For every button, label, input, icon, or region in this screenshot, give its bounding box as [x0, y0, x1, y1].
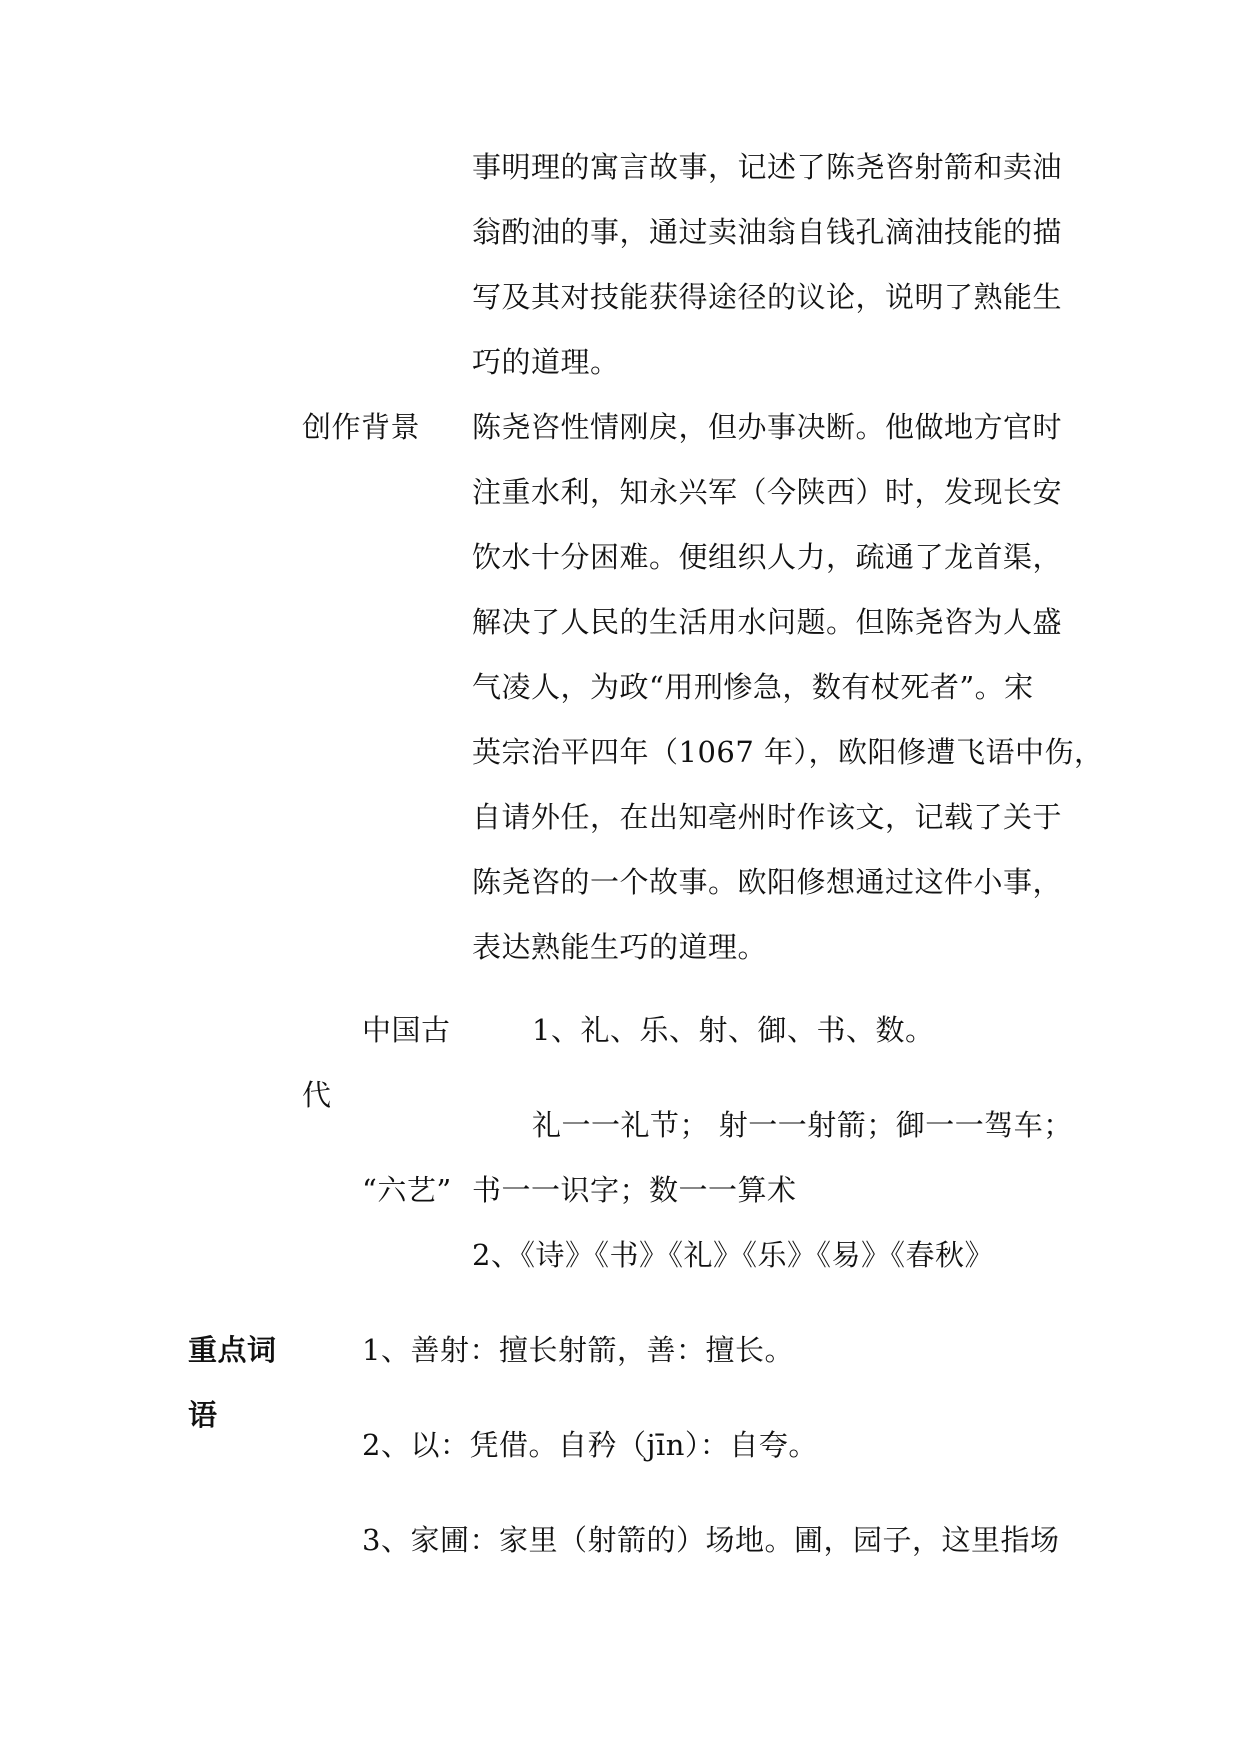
background-line-6: 英宗治平四年（1067 年），欧阳修遭飞语中伤， — [472, 735, 1104, 769]
background-line-7: 自请外任，在出知亳州时作该文，记载了关于 — [472, 800, 1063, 834]
background-line-1: 陈尧咨性情刚戾，但办事决断。他做地方官时 — [472, 410, 1063, 444]
summary-line-2: 翁酌油的事，通过卖油翁自钱孔滴油技能的描 — [472, 215, 1063, 249]
key-word-item-3: 3、家圃：家里（射箭的）场地。圃，园子，这里指场 — [362, 1523, 1060, 1557]
background-line-9: 表达熟能生巧的道理。 — [472, 930, 768, 964]
background-line-8: 陈尧咨的一个故事。欧阳修想通过这件小事， — [472, 865, 1063, 899]
six-arts-label-part1: 中国古 — [362, 1013, 451, 1047]
background-label: 创作背景 — [302, 410, 421, 444]
six-arts-item-2: 2、《诗》《书》《礼》《乐》《易》《春秋》 — [472, 1238, 994, 1272]
key-word-item-2: 2、以：凭借。自矜（jīn）：自夸。 — [362, 1428, 818, 1462]
six-arts-item-1-detail-b: 书一一识字；数一一算术 — [472, 1173, 797, 1207]
summary-line-3: 写及其对技能获得途径的议论，说明了熟能生 — [472, 280, 1063, 314]
summary-line-1: 事明理的寓言故事，记述了陈尧咨射箭和卖油 — [472, 150, 1063, 184]
key-words-label-part2: 语 — [188, 1398, 218, 1432]
key-word-item-1: 1、善射：擅长射箭，善：擅长。 — [362, 1333, 794, 1367]
background-line-2: 注重水利，知永兴军（今陕西）时，发现长安 — [472, 475, 1063, 509]
background-line-4: 解决了人民的生活用水问题。但陈尧咨为人盛 — [472, 605, 1063, 639]
six-arts-label-part2: 代 — [302, 1078, 332, 1112]
six-arts-label-part3: “六艺” — [362, 1173, 452, 1207]
six-arts-item-1-detail-a: 礼一一礼节； 射一一射箭；御一一驾车； — [532, 1108, 1073, 1142]
six-arts-item-1: 1、礼、乐、射、御、书、数。 — [532, 1013, 935, 1047]
key-words-label-part1: 重点词 — [188, 1333, 277, 1367]
background-line-3: 饮水十分困难。便组织人力，疏通了龙首渠， — [472, 540, 1063, 574]
background-line-5: 气凌人，为政“用刑惨急，数有杖死者”。宋 — [472, 670, 1034, 704]
summary-line-4: 巧的道理。 — [472, 345, 620, 379]
